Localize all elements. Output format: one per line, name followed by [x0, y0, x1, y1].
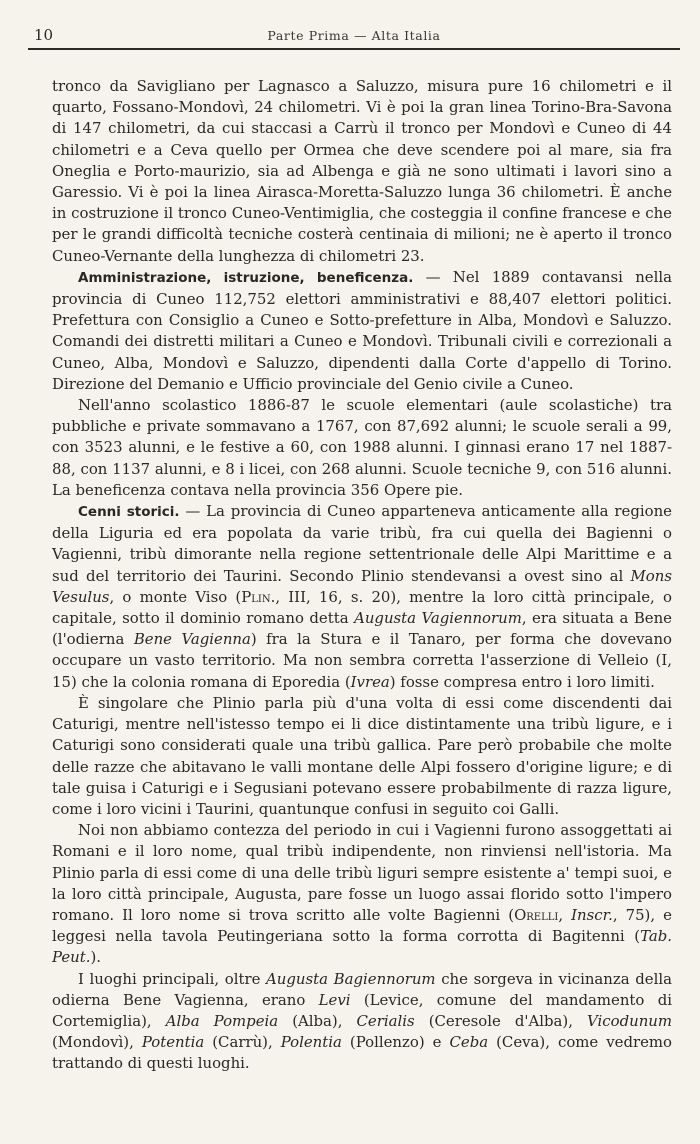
page-body — [52, 76, 672, 1075]
page-header — [28, 26, 680, 50]
paragraph-administration: Amministrazione, istruzione, beneficenza. — Nel 1889 contavansi nella provincia di Cuneo 112,752 elettori amministrativi e 88,407 elettori politici. Prefettura con Consiglio a Cuneo e Sotto-prefetture in Alba, Mondovì e Saluzzo. Comandi dei distretti militari a Cuneo e Mondovì. Tribunali civili e correzionali a Cuneo, Alba, Mondovì e Saluzzo, dipendenti dalla Corte d'appello di Torino. Direzione del Demanio e Ufficio provinciale del Genio civile a Cuneo. — [52, 267, 672, 393]
paragraph-railways: tronco da Savigliano per Lagnasco a Saluzzo, misura pure 16 chilometri e il quarto, Fossano-Mondovì, 24 chilometri. Vi è poi la gran linea Torino-Bra-Savona di 147 chilometri, da cui staccasi a Carrù il tronco per Mondovì e Cuneo di 44 chilometri e a Ceva quello per Ormea che deve scendere poi al mare, sia fra Oneglia e Porto-maurizio, sia ad Albenga e già ne sono ultimati i lavori sino a Garessio. Vi è poi la linea Airasca-Moretta-Saluzzo lunga 36 chilometri. È anche in costruzione il tronco Cuneo-Ventimiglia, che costeggia il confine francese e che per le grandi difficoltà tecniche costerà centinaia di milioni; ne è aperto il tronco Cuneo-Vernante della lunghezza di chilometri 23. — [52, 77, 672, 265]
section-heading-administration: Amministrazione, istruzione, beneficenza. — [78, 269, 414, 286]
running-title: Parte Prima — Alta Italia — [267, 28, 441, 43]
paragraph-caturigi: È singolare che Plinio parla più d'una volta di essi come discendenti dai Caturigi, mentre nell'istesso tempo ei li dice distintamente una tribù ligure, e i Caturigi sono considerati quale una tribù gallica. Pare però probabile che molte delle razze che abitavano le valli montane delle Alpi fossero d'origine ligure; e di tale guisa i Caturigi e i Segusiani potevano essere probabilmente di razza ligure, come i loro vicini i Taurini, quantunque confusi in seguito coi Galli. — [52, 693, 672, 818]
paragraph-places: I luoghi principali, oltre Augusta Bagiennorum che sorgeva in vicinanza della odierna Bene Vagienna, erano Levi (Levice, comune del mandamento di Cortemiglia), Alba Pompeia (Alba), Cerialis (Ceresole d'Alba), Vicodunum (Mondovì), Potentia (Carrù), Polentia (Pollenzo) e Ceba (Ceva), come vedremo trattando di questi luoghi. — [52, 969, 673, 1073]
section-heading-history: Cenni storici. — [78, 504, 180, 521]
paragraph-schools: Nell'anno scolastico 1886-87 le scuole elementari (aule scolastiche) tra pubbliche e private sommavano a 1767, con 87,692 alunni; le scuole serali a 99, con 3523 alunni, e le festive a 60, con 1988 alunni. I ginnasi erano 17 nel 1887-88, con 1137 alunni, e 8 i licei, con 268 alunni. Scuole tecniche 9, con 516 alunni. La beneficenza contava nella provincia 356 Opere pie. — [52, 396, 672, 499]
page-number: 10 — [34, 26, 54, 44]
paragraph-vagienni: Noi non abbiamo contezza del periodo in cui i Vagienni furono assoggettati ai Romani e il loro nome, qual tribù indipendente, non rinviensi nell'istoria. Ma Plinio parla di essi come di una delle tribù liguri sempre esistente a' tempi suoi, e la loro città principale, Augusta, pare fosse un luogo assai florido sotto l'impero romano. Il loro nome si trova scritto alle volte Bagienni (Orelli, Inscr., 75), e leggesi nella tavola Peutingeriana sotto la forma corrotta di Bagitenni (Tab. Peut.). — [52, 821, 672, 967]
paragraph-history: Cenni storici. — La provincia di Cuneo apparteneva anticamente alla regione della Liguria ed era popolata da varie tribù, fra cui quella dei Bagienni o Vagienni, tribù dimorante nella regione settentrionale delle Alpi Marittime e a sud del territorio dei Taurini. Secondo Plinio stendevansi a ovest sino al Mons Vesulus, o monte Viso (Plin., III, 16, s. 20), mentre la loro città principale, o capitale, sotto il dominio romano detta Augusta Vagiennorum, era situata a Bene (l'odierna Bene Vagienna) fra la Stura e il Tanaro, per forma che dovevano occupare un vasto territorio. Ma non sembra corretta l'asserzione di Velleio (I, 15) che la colonia romana di Eporedia (Ivrea) fosse compresa entro i loro limiti. — [52, 502, 672, 691]
